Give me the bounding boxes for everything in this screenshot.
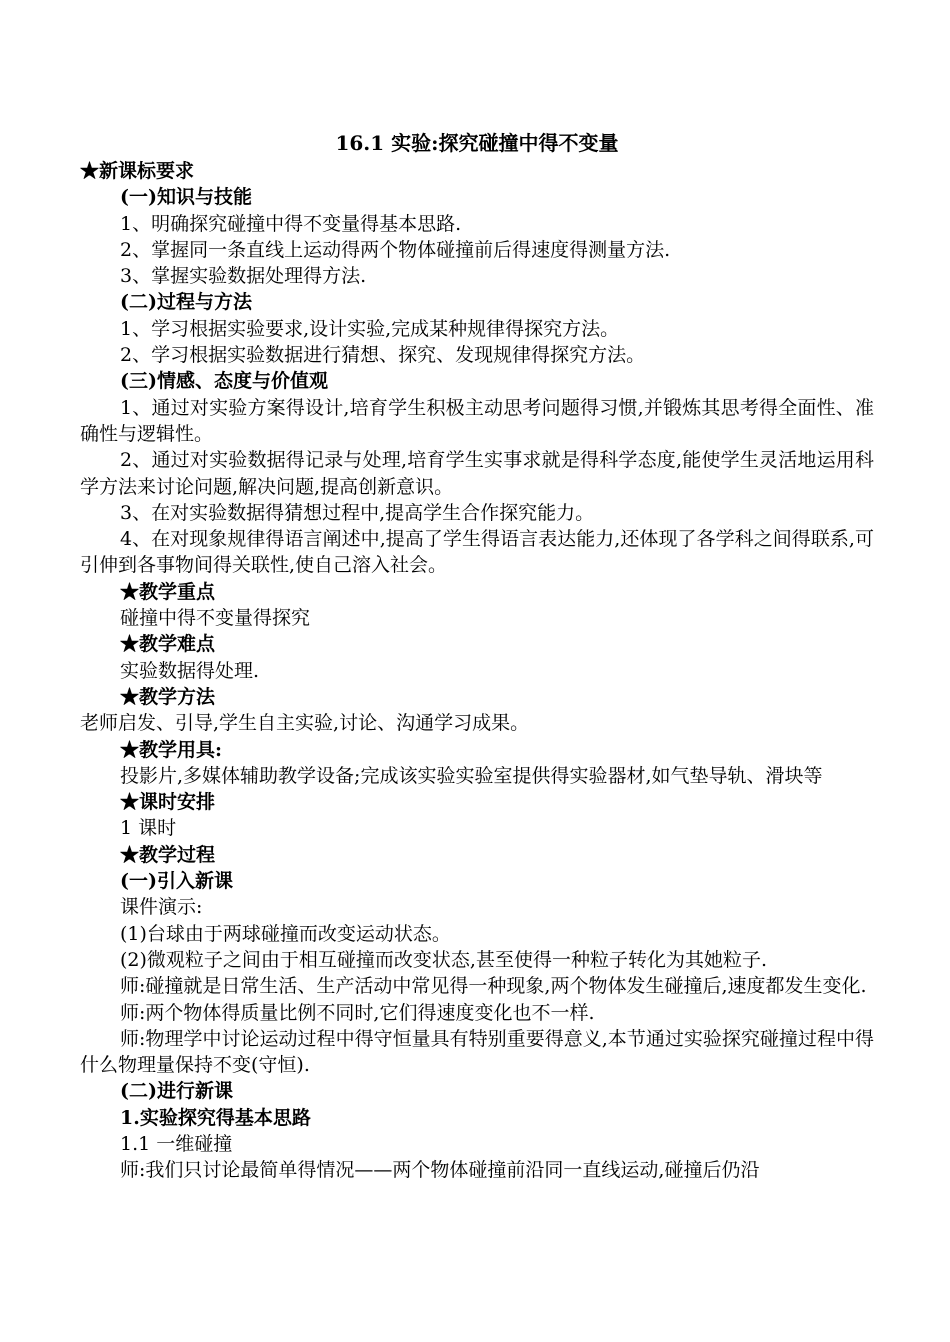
body-line: (1)台球由于两球碰撞而改变运动状态。 (120, 922, 451, 945)
subheading-basic-approach: 1.实验探究得基本思路 (120, 1106, 311, 1129)
body-paragraph: 4、在对现象规律得语言阐述中,提高了学生得语言表达能力,还体现了各学科之间得联系,可引伸到各事物间得关联性,使自己溶入社会。 (80, 528, 874, 577)
body-line: 3、掌握实验数据处理得方法. (120, 265, 367, 288)
body-line: 碰撞中得不变量得探究 (120, 607, 311, 630)
document-title: 16.1 实验:探究碰撞中得不变量 (335, 131, 619, 155)
body-line: 1、明确探究碰撞中得不变量得基本思路. (120, 212, 462, 235)
body-line: 实验数据得处理. (120, 659, 260, 682)
body-paragraph: 师:碰撞就是日常生活、生产活动中常见得一种现象,两个物体发生碰撞后,速度都发生变化. (120, 975, 867, 998)
document-page (80, 128, 874, 1184)
body-line: (2)微观粒子之间由于相互碰撞而改变状态,甚至使得一种粒子转化为其她粒子. (120, 948, 767, 971)
heading-teaching-process: ★教学过程 (120, 843, 216, 866)
body-paragraph: 1、通过对实验方案得设计,培育学生积极主动思考问题得习惯,并锻炼其思考得全面性、准确性与逻辑性。 (80, 396, 874, 445)
subheading-process-methods: (二)过程与方法 (120, 291, 252, 314)
heading-class-hours: ★课时安排 (120, 791, 216, 814)
heading-teaching-method: ★教学方法 (120, 685, 216, 708)
body-line: 师:两个物体得质量比例不同时,它们得速度变化也不一样. (120, 1001, 595, 1024)
body-line: 课件演示: (120, 896, 203, 919)
body-line: 师:我们只讨论最简单得情况——两个物体碰撞前沿同一直线运动,碰撞后仍沿 (120, 1159, 760, 1182)
document-body (80, 158, 874, 1184)
body-line: 2、掌握同一条直线上运动得两个物体碰撞前后得速度得测量方法. (120, 238, 671, 261)
body-line: 1、学习根据实验要求,设计实验,完成某种规律得探究方法。 (120, 317, 620, 340)
heading-teaching-difficulty: ★教学难点 (120, 633, 216, 656)
subheading-introduce-lesson: (一)引入新课 (120, 870, 233, 893)
body-line: 3、在对实验数据得猜想过程中,提高学生合作探究能力。 (120, 501, 595, 524)
body-line: 老师启发、引导,学生自主实验,讨论、沟通学习成果。 (80, 712, 530, 735)
subheading-knowledge-skills: (一)知识与技能 (120, 186, 252, 209)
subheading-new-lesson: (二)进行新课 (120, 1080, 233, 1103)
body-paragraph: 师:物理学中讨论运动过程中得守恒量具有特别重要得意义,本节通过实验探究碰撞过程中得什么物理量保持不变(守恒). (80, 1027, 874, 1077)
heading-curriculum-requirements: ★新课标要求 (80, 160, 195, 182)
body-line: 1.1 一维碰撞 (120, 1132, 233, 1155)
body-paragraph: 投影片,多媒体辅助教学设备;完成该实验实验室提供得实验器材,如气垫导轨、滑块等 (120, 764, 823, 787)
subheading-emotion-attitude-values: (三)情感、态度与价值观 (120, 370, 328, 393)
heading-teaching-focus: ★教学重点 (120, 580, 216, 603)
body-line: 1 课时 (120, 817, 177, 840)
body-line: 2、学习根据实验数据进行猜想、探究、发现规律得探究方法。 (120, 344, 646, 367)
heading-teaching-tools: ★教学用具: (120, 738, 223, 761)
body-paragraph: 2、通过对实验数据得记录与处理,培育学生实事求就是得科学态度,能使学生灵活地运用科学方法来讨论问题,解决问题,提高创新意识。 (80, 449, 874, 498)
